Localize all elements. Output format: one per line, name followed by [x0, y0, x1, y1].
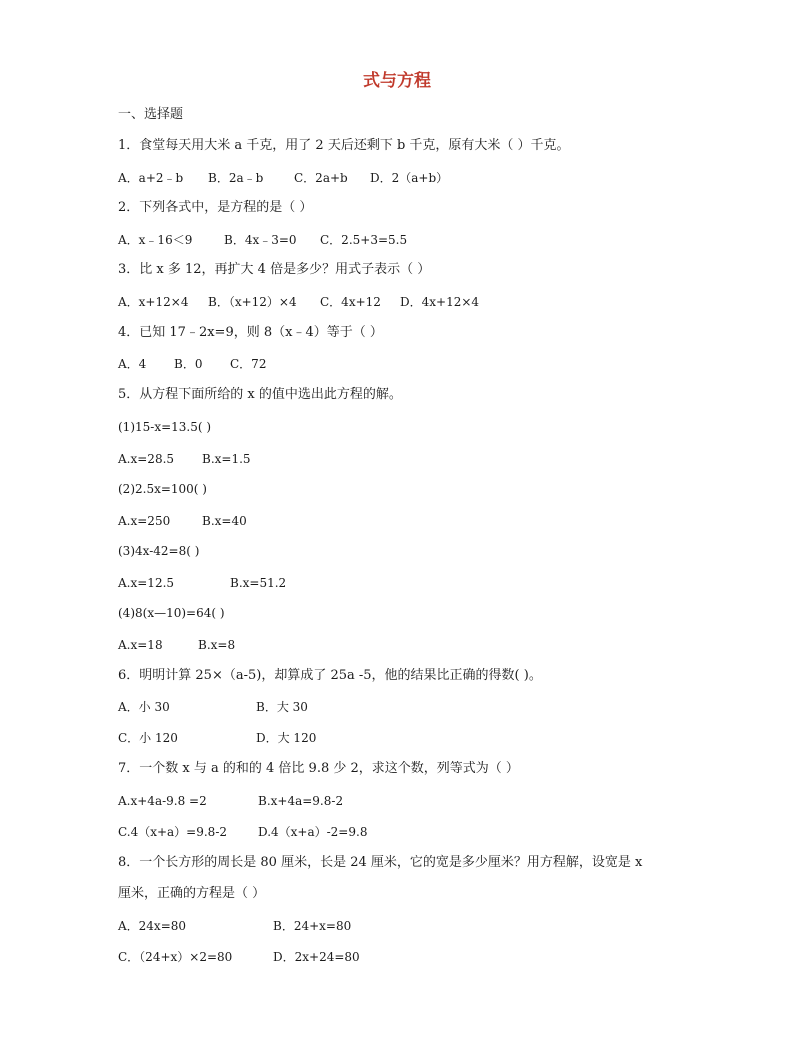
option-a: A．a+2﹣b: [118, 171, 184, 185]
question-5-part-4-options: [118, 636, 235, 654]
question-4-stem: 4．已知 17﹣2x=9，则 8（x﹣4）等于（ ）: [118, 325, 383, 340]
question-6-options-row-2: [118, 729, 316, 747]
option-b: B.x=51.2: [230, 576, 287, 590]
question-6-stem: 6．明明计算 25×（a-5)，却算成了 25a -5，他的结果比正确的得数( )。: [118, 668, 542, 683]
option-b: B.x+4a=9.8-2: [258, 794, 344, 808]
option-a: A.x+4a-9.8 =2: [118, 794, 207, 808]
question-5-part-1: (1)15-x=13.5( ): [118, 420, 212, 434]
option-a: A.x=18: [118, 638, 163, 652]
question-2-options: [118, 231, 407, 249]
option-b: B.x=40: [202, 514, 247, 528]
question-1-stem: 1．食堂每天用大米 a 千克，用了 2 天后还剩下 b 千克，原有大米（ ）千克。: [118, 138, 570, 153]
option-d: D．2x+24=80: [273, 950, 360, 964]
question-8-stem-line-1: 8．一个长方形的周长是 80 厘米，长是 24 厘米，它的宽是多少厘米？用方程解，设宽是 x: [118, 855, 643, 870]
question-5-stem: 5．从方程下面所给的 x 的值中选出此方程的解。: [118, 387, 402, 402]
option-a: A．4: [118, 357, 147, 371]
option-c: C．（24+x）×2=80: [118, 950, 233, 964]
option-a: A．x﹣16＜9: [118, 233, 193, 247]
option-b: B．0: [174, 357, 203, 371]
option-b: B.x=8: [198, 638, 236, 652]
question-5-part-3-options: [118, 574, 286, 592]
option-a: A．x+12×4: [118, 295, 189, 309]
question-3-options: [118, 293, 479, 311]
question-5-part-2-options: [118, 512, 247, 530]
option-b: B．（x+12）×4: [208, 295, 297, 309]
option-c: C．2a+b: [294, 171, 348, 185]
question-5-part-2: (2)2.5x=100( ): [118, 482, 207, 496]
question-6-options-row-1: [118, 698, 308, 716]
option-b: B．大 30: [256, 700, 308, 714]
option-c: C．4x+12: [320, 295, 381, 309]
option-a: A.x=250: [118, 514, 171, 528]
option-c: C.4（x+a）=9.8-2: [118, 825, 228, 839]
question-7-options-row-2: [118, 823, 367, 841]
option-c: C．72: [230, 357, 267, 371]
section-heading: 一、选择题: [118, 107, 184, 122]
option-b: B．2a﹣b: [208, 171, 264, 185]
question-5-part-1-options: [118, 450, 251, 468]
question-2-stem: 2．下列各式中，是方程的是（ ）: [118, 200, 313, 215]
question-7-options-row-1: [118, 792, 343, 810]
question-8-options-row-2: [118, 948, 360, 966]
question-8-stem-line-2: 厘米，正确的方程是（ ）: [118, 886, 266, 901]
option-c: C．小 120: [118, 731, 178, 745]
question-1-options: [118, 169, 448, 187]
question-5-part-4: (4)8(x—10)=64( ): [118, 606, 225, 620]
question-5-part-3: (3)4x-42=8( ): [118, 544, 200, 558]
option-b: B．24+x=80: [273, 919, 352, 933]
option-b: B.x=1.5: [202, 452, 251, 466]
question-3-stem: 3．比 x 多 12，再扩大 4 倍是多少？用式子表示（ ）: [118, 262, 431, 277]
option-d: D．2（a+b）: [370, 171, 449, 185]
question-7-stem: 7．一个数 x 与 a 的和的 4 倍比 9.8 少 2，求这个数，列等式为（ ）: [118, 761, 519, 776]
option-b: B．4x﹣3=0: [224, 233, 297, 247]
option-a: A．24x=80: [118, 919, 187, 933]
option-a: A.x=28.5: [118, 452, 175, 466]
question-4-options: [118, 355, 266, 373]
option-d: D．大 120: [256, 731, 317, 745]
option-a: A．小 30: [118, 700, 170, 714]
option-c: C．2.5+3=5.5: [320, 233, 408, 247]
page-title: 式与方程: [363, 71, 431, 91]
option-a: A.x=12.5: [118, 576, 175, 590]
option-d: D.4（x+a）-2=9.8: [258, 825, 368, 839]
question-8-options-row-1: [118, 917, 351, 935]
option-d: D．4x+12×4: [400, 295, 480, 309]
